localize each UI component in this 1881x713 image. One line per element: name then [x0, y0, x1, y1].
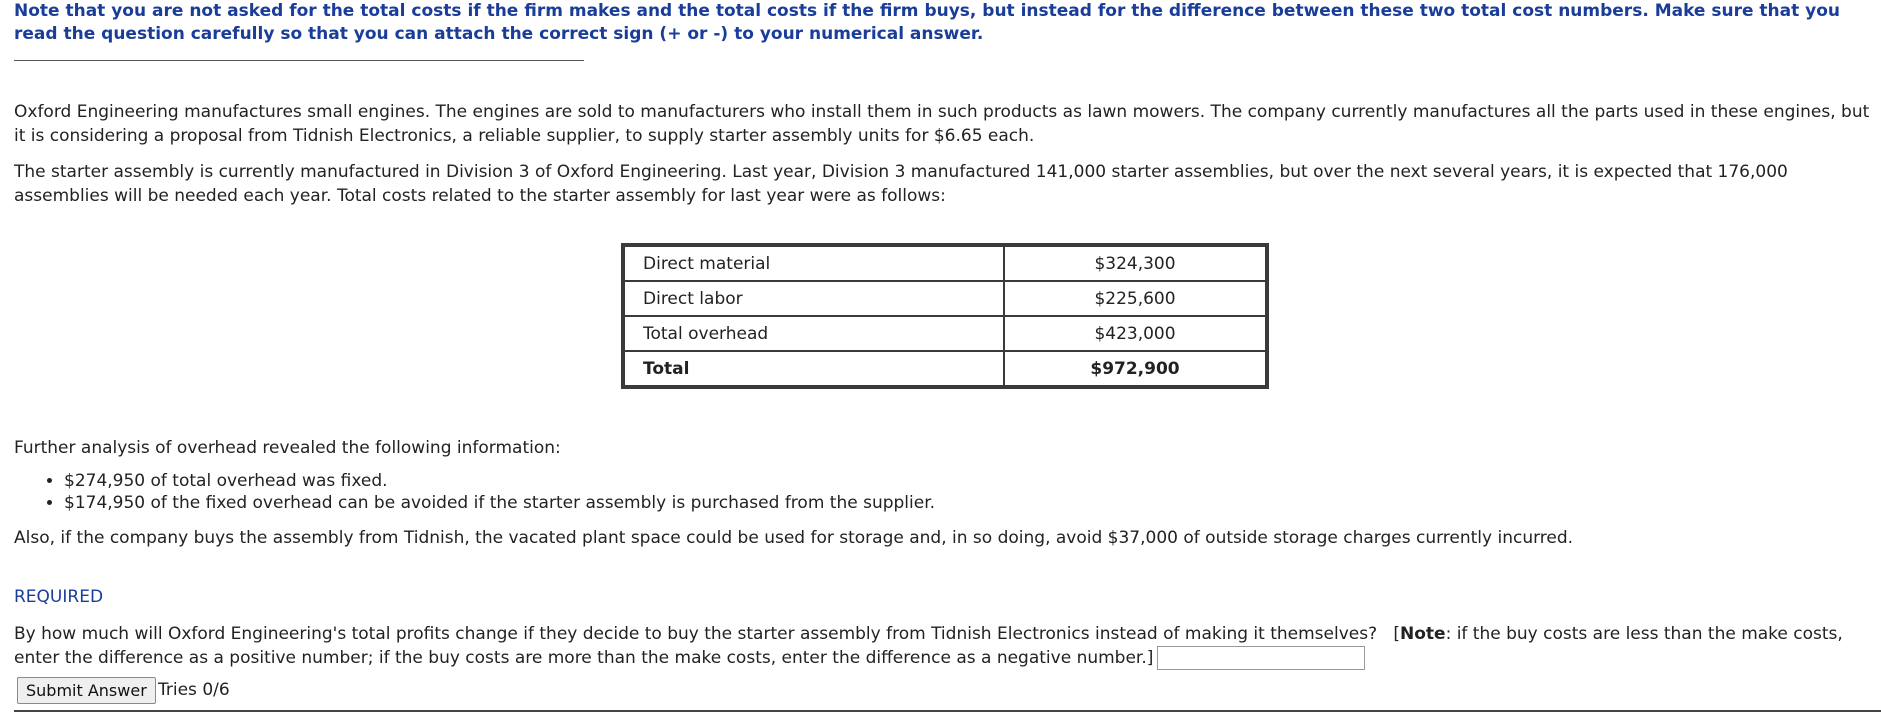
table-total-row	[623, 351, 1267, 387]
storage-paragraph: Also, if the company buys the assembly from Tidnish, the vacated plant space could be used for storage and, in so doing, avoid $37,000 of outside storage charges currently incurred.	[14, 528, 1574, 548]
required-heading: REQUIRED	[14, 587, 104, 607]
overhead-list	[14, 470, 935, 514]
divider	[14, 60, 584, 61]
note-text: : if the buy costs are less than the make costs, enter the difference as a positive number; if the buy costs are more than the make costs, enter the difference as a negative number.]	[14, 624, 1843, 668]
table-row	[623, 245, 1267, 281]
bottom-divider	[14, 710, 1881, 712]
list-item: • $174,950 of the fixed overhead can be avoided if the starter assembly is purchased from the supplier.	[64, 492, 935, 514]
instruction-note: Note that you are not asked for the total costs if the firm makes and the total costs if the firm buys, but instead for the difference between these two total cost numbers. Make sure that you read the question carefully so that you can attach the correct sign (+ or -) to your numerical answer.	[14, 1, 1841, 44]
table-row	[623, 316, 1267, 351]
note-open: [	[1393, 624, 1400, 644]
cost-amount: $423,000	[1004, 316, 1267, 351]
cost-table	[621, 243, 1269, 389]
cost-label: Direct material	[623, 245, 1004, 281]
table-row	[623, 281, 1267, 316]
overhead-lead: Further analysis of overhead revealed the following information:	[14, 438, 561, 458]
question-paragraph	[14, 622, 1874, 670]
note-label: Note	[1399, 624, 1446, 644]
cost-amount: $225,600	[1004, 281, 1267, 316]
intro-paragraph-2: The starter assembly is currently manufactured in Division 3 of Oxford Engineering. Last year, Division 3 manufactured 141,000 starter assemblies, but over the next several years, it is expected that 176,000 assemblies will be needed each year. Total costs related to the starter assembly for last year were as follows:	[14, 162, 1788, 206]
tries-counter: Tries 0/6	[158, 680, 230, 700]
total-amount: $972,900	[1004, 351, 1267, 387]
question-text: By how much will Oxford Engineering's total profits change if they decide to buy the starter assembly from Tidnish Electronics instead of making it themselves?	[14, 624, 1378, 644]
cost-label: Total overhead	[623, 316, 1004, 351]
total-label: Total	[623, 351, 1004, 387]
intro-paragraph-1: Oxford Engineering manufactures small engines. The engines are sold to manufacturers who install them in such products as lawn mowers. The company currently manufactures all the parts used in these engines, but it is considering a proposal from Tidnish Electronics, a reliable supplier, to supply starter assembly units for $6.65 each.	[14, 102, 1870, 146]
submit-answer-button[interactable]: Submit Answer	[17, 677, 156, 704]
cost-amount: $324,300	[1004, 245, 1267, 281]
answer-input[interactable]	[1157, 646, 1365, 670]
cost-label: Direct labor	[623, 281, 1004, 316]
list-item: • $274,950 of total overhead was fixed.	[64, 470, 935, 492]
